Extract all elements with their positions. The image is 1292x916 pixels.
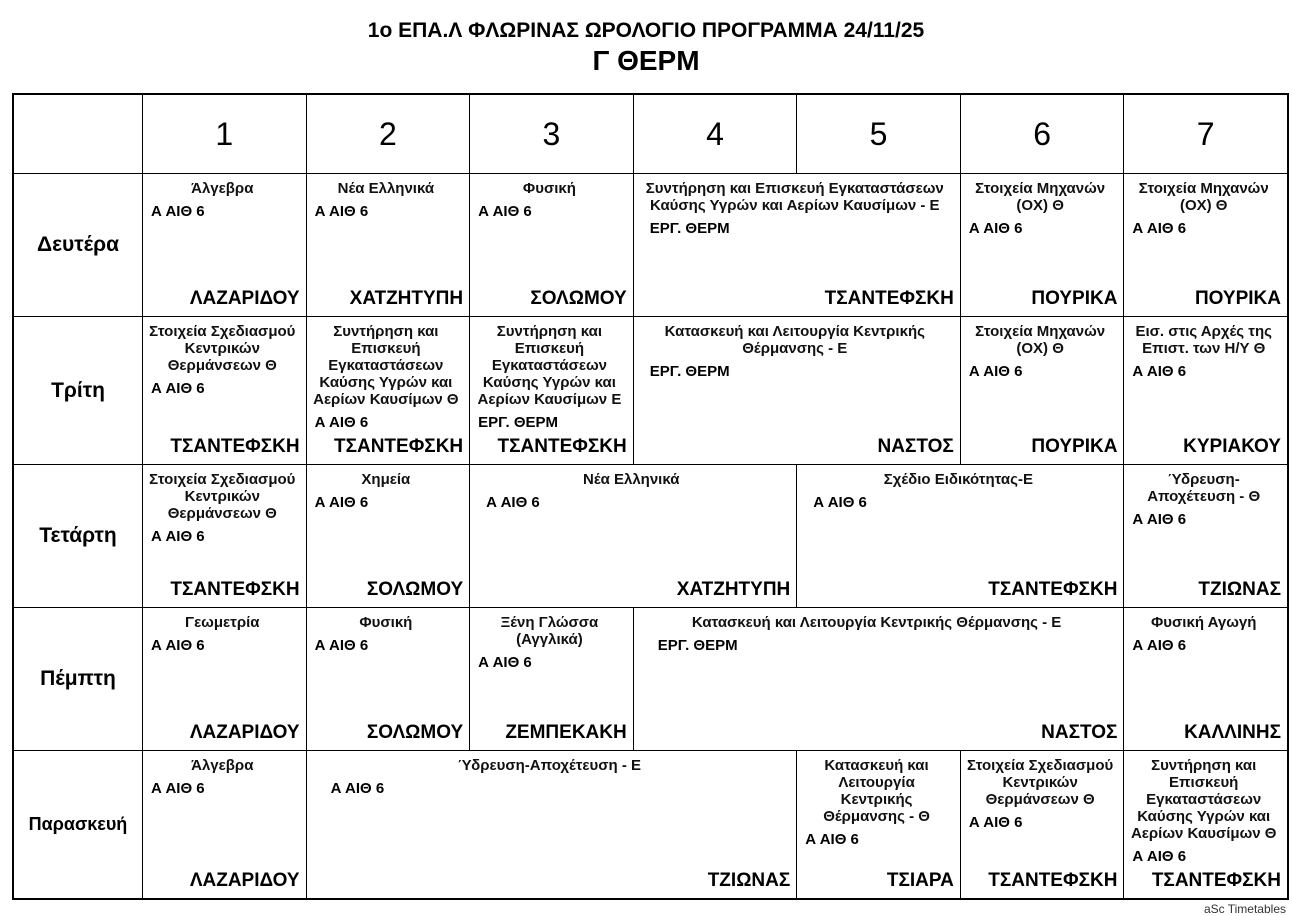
lesson-cell bbox=[634, 608, 1124, 750]
subject: Σχέδιο Ειδικότητας-Ε bbox=[883, 471, 1033, 488]
room: Α ΑΙΘ 6 bbox=[968, 814, 1023, 831]
room: Α ΑΙΘ 6 bbox=[478, 203, 532, 220]
subject: Φυσική bbox=[522, 180, 576, 197]
subject: Χημεία bbox=[361, 471, 411, 488]
teacher: ΝΑΣΤΟΣ bbox=[1041, 722, 1118, 743]
teacher: ΤΣΙΑΡΑ bbox=[886, 870, 954, 891]
subject: Άλγεβρα bbox=[191, 180, 254, 197]
room: Α ΑΙΘ 6 bbox=[151, 203, 205, 220]
teacher: ΤΣΑΝΤΕΦΣΚΗ bbox=[170, 436, 300, 457]
subject: Στοιχεία Σχεδιασμού Κεντρικών Θερμάνσεων Θ bbox=[967, 757, 1114, 808]
period-header: 4 bbox=[634, 95, 797, 173]
room: Α ΑΙΘ 6 bbox=[151, 637, 205, 654]
lesson-cell bbox=[961, 751, 1124, 898]
subject: Συντήρηση και Επισκευή Εγκαταστάσεων Καύσης Υγρών και Αερίων Καυσίμων Ε bbox=[477, 323, 622, 408]
lesson-cell bbox=[470, 608, 633, 750]
day-label: Δευτέρα bbox=[14, 174, 142, 316]
lesson-cell bbox=[143, 608, 306, 750]
room: Α ΑΙΘ 6 bbox=[1132, 363, 1187, 380]
lesson-cell bbox=[1124, 465, 1287, 607]
teacher: ΠΟΥΡΙΚΑ bbox=[1194, 288, 1281, 309]
lesson-cell bbox=[470, 317, 633, 464]
room: Α ΑΙΘ 6 bbox=[314, 414, 369, 431]
teacher: ΧΑΤΖΗΤΥΠΗ bbox=[676, 579, 791, 600]
day-label: Παρασκευή bbox=[14, 751, 142, 898]
lesson-cell bbox=[470, 465, 796, 607]
teacher: ΝΑΣΤΟΣ bbox=[877, 436, 954, 457]
subject: Άλγεβρα bbox=[191, 757, 254, 774]
room: Α ΑΙΘ 6 bbox=[805, 831, 859, 848]
subject: Κατασκευή και Λειτουργία Κεντρικής Θέρμανσης - Ε bbox=[664, 323, 925, 357]
subject: Νέα Ελληνικά bbox=[337, 180, 435, 197]
day-label: Τετάρτη bbox=[14, 465, 142, 607]
teacher: ΠΟΥΡΙΚΑ bbox=[1031, 288, 1118, 309]
subject: Ξένη Γλώσσα (Αγγλικά) bbox=[500, 614, 599, 648]
teacher: ΤΖΙΩΝΑΣ bbox=[1198, 579, 1281, 600]
teacher: ΛΑΖΑΡΙΔΟΥ bbox=[189, 870, 300, 891]
room: Α ΑΙΘ 6 bbox=[1132, 511, 1187, 528]
teacher: ΧΑΤΖΗΤΥΠΗ bbox=[349, 288, 464, 309]
subject: Στοιχεία Μηχανών (ΟΧ) Θ bbox=[1138, 180, 1269, 214]
teacher: ΤΣΑΝΤΕΦΣΚΗ bbox=[333, 436, 464, 457]
lesson-cell bbox=[1124, 317, 1287, 464]
teacher: ΠΟΥΡΙΚΑ bbox=[1031, 436, 1118, 457]
lesson-cell bbox=[1124, 751, 1287, 898]
subject: Στοιχεία Μηχανών (ΟΧ) Θ bbox=[975, 323, 1106, 357]
teacher: ΣΟΛΩΜΟΥ bbox=[366, 722, 464, 743]
teacher: ΤΖΙΩΝΑΣ bbox=[707, 870, 791, 891]
lesson-cell bbox=[307, 465, 470, 607]
subject: Ύδρευση-Αποχέτευση - Ε bbox=[457, 757, 642, 774]
lesson-cell bbox=[143, 174, 306, 316]
lesson-cell bbox=[634, 174, 960, 316]
lesson-cell bbox=[1124, 608, 1287, 750]
corner-cell bbox=[14, 95, 142, 173]
period-header: 3 bbox=[470, 95, 633, 173]
subject: Κατασκευή και Λειτουργία Κεντρικής Θέρμανσης - Ε bbox=[691, 614, 1062, 631]
teacher: ΤΣΑΝΤΕΦΣΚΗ bbox=[497, 436, 627, 457]
subject: Φυσική bbox=[359, 614, 413, 631]
teacher: ΤΣΑΝΤΕΦΣΚΗ bbox=[1151, 870, 1281, 891]
lesson-cell bbox=[307, 317, 470, 464]
room: Α ΑΙΘ 6 bbox=[151, 380, 205, 397]
day-label: Τρίτη bbox=[14, 317, 142, 464]
subject: Στοιχεία Σχεδιασμού Κεντρικών Θερμάνσεων Θ bbox=[149, 323, 296, 374]
teacher: ΣΟΛΩΜΟΥ bbox=[530, 288, 627, 309]
room: Α ΑΙΘ 6 bbox=[151, 528, 205, 545]
room: Α ΑΙΘ 6 bbox=[314, 494, 369, 511]
room: ΕΡΓ. ΘΕΡΜ bbox=[478, 414, 559, 431]
subject: Συντήρηση και Επισκευή Εγκαταστάσεων Καύσης Υγρών και Αερίων Καυσίμων Θ bbox=[313, 323, 459, 408]
room: ΕΡΓ. ΘΕΡΜ bbox=[649, 220, 730, 237]
lesson-cell bbox=[143, 317, 306, 464]
teacher: ΤΣΑΝΤΕΦΣΚΗ bbox=[170, 579, 300, 600]
room: ΕΡΓ. ΘΕΡΜ bbox=[649, 363, 730, 380]
subject: Συντήρηση και Επισκευή Εγκαταστάσεων Καύσης Υγρών και Αερίων Καυσίμων - Ε bbox=[645, 180, 944, 214]
day-label: Πέμπτη bbox=[14, 608, 142, 750]
room: Α ΑΙΘ 6 bbox=[151, 780, 205, 797]
page-title: 1ο ΕΠΑ.Λ ΦΛΩΡΙΝΑΣ ΩΡΟΛΟΓΙΟ ΠΡΟΓΡΑΜΜΑ 24/11/25 bbox=[367, 19, 925, 42]
lesson-cell bbox=[307, 174, 470, 316]
teacher: ΛΑΖΑΡΙΔΟΥ bbox=[189, 722, 300, 743]
lesson-cell bbox=[143, 751, 306, 898]
lesson-cell bbox=[307, 751, 797, 898]
subject: Στοιχεία Μηχανών (ΟΧ) Θ bbox=[975, 180, 1106, 214]
room: Α ΑΙΘ 6 bbox=[314, 637, 369, 654]
subject: Συντήρηση και Επισκευή Εγκαταστάσεων Καύσης Υγρών και Αερίων Καυσίμων Θ bbox=[1130, 757, 1277, 842]
room: Α ΑΙΘ 6 bbox=[968, 220, 1023, 237]
subject: Στοιχεία Σχεδιασμού Κεντρικών Θερμάνσεων Θ bbox=[149, 471, 296, 522]
subject: Νέα Ελληνικά bbox=[582, 471, 680, 488]
subject: Εισ. στις Αρχές της Επιστ. των Η/Υ Θ bbox=[1135, 323, 1272, 357]
room: Α ΑΙΘ 6 bbox=[1132, 848, 1187, 865]
lesson-cell bbox=[797, 751, 960, 898]
period-header: 7 bbox=[1124, 95, 1287, 173]
period-header: 6 bbox=[961, 95, 1124, 173]
timetable-grid bbox=[12, 93, 1289, 900]
room: Α ΑΙΘ 6 bbox=[968, 363, 1023, 380]
teacher: ΤΣΑΝΤΕΦΣΚΗ bbox=[988, 870, 1118, 891]
lesson-cell bbox=[797, 465, 1123, 607]
teacher: ΚΥΡΙΑΚΟΥ bbox=[1183, 436, 1281, 457]
subject: Φυσική Αγωγή bbox=[1151, 614, 1257, 631]
lesson-cell bbox=[961, 174, 1124, 316]
footer-credit: aSc Timetables bbox=[1203, 902, 1286, 916]
lesson-cell bbox=[143, 465, 306, 607]
lesson-cell bbox=[307, 608, 470, 750]
period-header: 2 bbox=[307, 95, 470, 173]
teacher: ΛΑΖΑΡΙΔΟΥ bbox=[189, 288, 300, 309]
class-name: Γ ΘΕΡΜ bbox=[592, 45, 700, 76]
room: Α ΑΙΘ 6 bbox=[478, 654, 532, 671]
room: Α ΑΙΘ 6 bbox=[1132, 220, 1187, 237]
teacher: ΖΕΜΠΕΚΑΚΗ bbox=[505, 722, 627, 743]
period-header: 1 bbox=[143, 95, 306, 173]
teacher: ΤΣΑΝΤΕΦΣΚΗ bbox=[824, 288, 954, 309]
teacher: ΣΟΛΩΜΟΥ bbox=[366, 579, 464, 600]
room: Α ΑΙΘ 6 bbox=[1132, 637, 1187, 654]
room: Α ΑΙΘ 6 bbox=[314, 203, 369, 220]
teacher: ΤΣΑΝΤΕΦΣΚΗ bbox=[988, 579, 1118, 600]
teacher: ΚΑΛΛΙΝΗΣ bbox=[1184, 722, 1281, 743]
room: Α ΑΙΘ 6 bbox=[486, 494, 540, 511]
period-header: 5 bbox=[797, 95, 960, 173]
lesson-cell bbox=[1124, 174, 1287, 316]
room: ΕΡΓ. ΘΕΡΜ bbox=[657, 637, 738, 654]
subject: Γεωμετρία bbox=[185, 614, 260, 631]
room: Α ΑΙΘ 6 bbox=[330, 780, 385, 797]
lesson-cell bbox=[634, 317, 960, 464]
subject: Ύδρευση-Αποχέτευση - Θ bbox=[1147, 471, 1261, 505]
subject: Κατασκευή και Λειτουργία Κεντρικής Θέρμανσης - Θ bbox=[823, 757, 930, 825]
lesson-cell bbox=[470, 174, 633, 316]
room: Α ΑΙΘ 6 bbox=[813, 494, 867, 511]
lesson-cell bbox=[961, 317, 1124, 464]
